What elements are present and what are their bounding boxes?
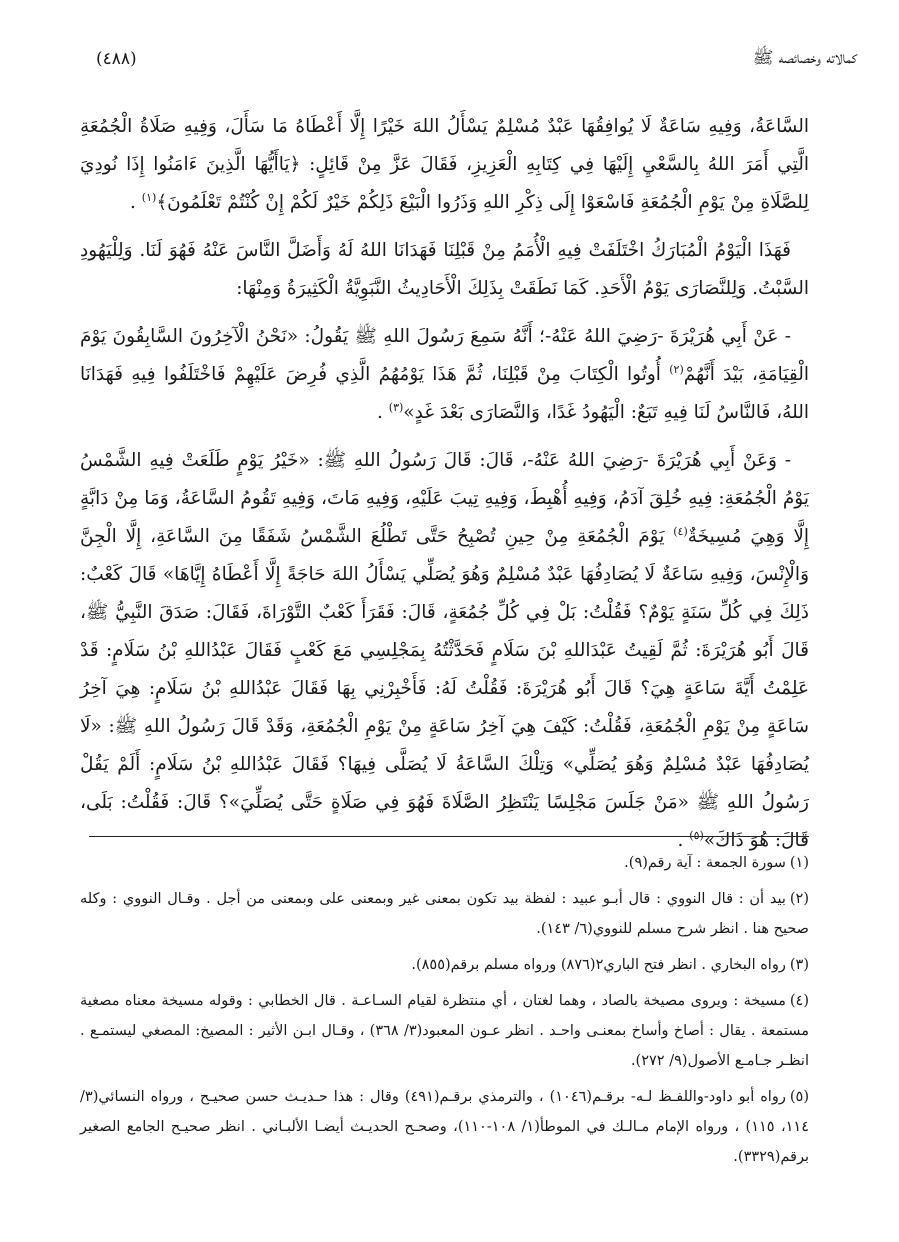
- hadith-1-text-b: أُوتُوا الْكِتَابَ مِنْ قَبْلِنَا، ثُمَّ هَذَا يَوْمُهُمُ الَّذِي فُرِضَ عَلَيْهِمْ فَاخْتَلَفُوا فِيهِ فَهَدَانَا اللهُ، فَالنَّاسُ لَنَا فِيهِ تَبَعٌ: الْيَهُودُ غَدًا، وَالنَّصَارَى بَعْدَ غَدٍ»: [80, 364, 809, 423]
- hadith-2-end: .: [677, 830, 690, 851]
- hadith-1-text-a: - عَنْ أَبِي هُرَيْرَةَ -رَضِيَ اللهُ عَنْهُ-؛ أَنَّهُ سَمِعَ رَسُولَ اللهِ ﷺ يَقُولُ: «نَحْنُ الْآخِرُونَ السَّابِقُونَ يَوْمَ الْقِيَامَةِ، بَيْدَ أَنَّهُمْ: [80, 326, 809, 385]
- running-title: كمالاته وخصائصه ﷺ: [752, 47, 857, 68]
- footnote-text: مسيخة : ويروى مصيخة بالصاد ، وهما لغتان ، أي منتظرة لقيام السـاعـة . قال الخطابي : وقوله مسيخة معناه مصغية مستمعة . يقال : أصاخ وأساخ بمعنـى واحـد . انظر عـون المعبود(٣/ ٣٦٨) ، وقـال ابـن الأثير : المصيخ: المصغي ليستمـع . انظـر جـامـع الأصول(٩/ ٢٧٢).: [80, 993, 809, 1069]
- footnote-text: بيد أن : قال النووي : قال أبـو عبيد : لفظة بيد تكون بمعنى غير وبمعنى على وبمعنى من أجل . وقـال النووي : وكله صحيح هنا . انظر شرح مسلم للنووي(٦/ ١٤٣).: [80, 891, 809, 937]
- footnote-ref-4: (٤): [673, 524, 688, 538]
- footnote-text: رواه البخاري . انظر فتح الباري٢(٨٧٦) ورواه مسلم برقم(٨٥٥).: [411, 957, 786, 973]
- footnote-divider: [89, 836, 809, 837]
- footnote-ref-3: (٣): [388, 400, 404, 414]
- footnote: [80, 1082, 809, 1172]
- footnote-text: رواه أبو داود-واللفـظ لـه- برقـم(١٠٤٦) ، والترمذي برقـم(٤٩١) وقال : هذا حـديـث حسن صحيـح ، ورواه النسائي(٣/ ١١٤، ١١٥) ، ورواه الإمام مـالـك في الموطأ(١/ ١٠٨-١١٠)، وصحـح الحديـث أيضـا الألبـاني . انظر صحيـح الجامع الصغير برقم(٣٣٢٩).: [80, 1089, 809, 1165]
- footnote-number: (٤): [789, 993, 809, 1009]
- paragraph-2: [80, 232, 809, 308]
- hadith-1-end: .: [377, 402, 389, 423]
- footnote-ref-2: (٢): [669, 362, 684, 376]
- main-text: [80, 108, 809, 870]
- paragraph-1-text: السَّاعَةُ، وَفِيهِ سَاعَةٌ لَا يُوافِقُهَا عَبْدٌ مُسْلِمٌ يَسْأَلُ اللهَ خَيْرًا إِلَّا أَعْطَاهُ مَا سَأَلَ، وَفِيهِ صَلَاةُ الْجُمُعَةِ الَّتِي أَمَرَ اللهُ بِالسَّعْيِ إِلَيْهَا فِي كِتَابِهِ الْعَزِيزِ، فَقَالَ عَزَّ مِنْ قَائِلٍ: ﴿يَاأَيُّهَا الَّذِينَ ءَامَنُوا إِذَا نُودِيَ لِلصَّلَاةِ مِنْ يَوْمِ الْجُمُعَةِ فَاسْعَوْا إِلَى ذِكْرِ اللهِ وَذَرُوا الْبَيْعَ ذَلِكُمْ خَيْرٌ لَكُمْ إِنْ كُنْتُمْ تَعْلَمُونَ﴾: [80, 116, 809, 213]
- footnote-text: سورة الجمعة : آية رقم(٩).: [624, 855, 786, 871]
- footnote-number: (٥): [789, 1089, 809, 1105]
- footnote: [80, 848, 809, 878]
- hadith-2-text-b: يَوْمَ الْجُمُعَةِ مِنْ حِينِ تُصْبِحُ حَتَّى تَطْلُعَ الشَّمْسُ شَفَقًا مِنَ السَّاعَةِ، إِلَّا الْجِنَّ وَالْإِنْسَ، وَفِيهِ سَاعَةٌ لَا يُصَادِفُهَا عَبْدٌ مُسْلِمٌ وَهُوَ يُصَلِّي يَسْأَلُ اللهَ حَاجَةً إِلَّا أَعْطَاهُ إِيَّاهَا» قَالَ كَعْبٌ: ذَلِكَ فِي كُلِّ سَنَةٍ يَوْمٌ؟ فَقُلْتُ: بَلْ فِي كُلِّ جُمُعَةٍ، قَالَ: فَقَرَأَ كَعْبٌ التَّوْرَاةَ، فَقَالَ: صَدَقَ النَّبِيُّ ﷺ، قَالَ أَبُو هُرَيْرَةَ: ثُمَّ لَقِيتُ عَبْدَاللهِ بْنَ سَلَامٍ فَحَدَّثْتُهُ بِمَجْلِسِي مَعَ كَعْبٍ فَقَالَ عَبْدُاللهِ بْنُ سَلَامٍ: قَدْ عَلِمْتُ أَيَّةَ سَاعَةٍ هِيَ؟ قَالَ أَبُو هُرَيْرَةَ: فَقُلْتُ لَهُ: فَأَخْبِرْنِي بِهَا فَقَالَ عَبْدُاللهِ بْنُ سَلَامٍ: هِيَ آخِرُ سَاعَةٍ مِنْ يَوْمِ الْجُمُعَةِ، فَقُلْتُ: كَيْفَ هِيَ آخِرُ سَاعَةٍ مِنْ يَوْمِ الْجُمُعَةِ، وَقَدْ قَالَ رَسُولُ اللهِ ﷺ: «لَا يُصَادِفُهَا عَبْدٌ مُسْلِمٌ وَهُوَ يُصَلِّي» وَتِلْكَ السَّاعَةُ لَا يُصَلَّى فِيهَا؟ فَقَالَ عَبْدُاللهِ بْنُ سَلَامٍ: أَلَمْ يَقُلْ رَسُولُ اللهِ ﷺ «مَنْ جَلَسَ مَجْلِسًا يَنْتَظِرُ الصَّلَاةَ فَهُوَ فِي صَلَاةٍ حَتَّى يُصَلِّيَ»؟ قَالَ: فَقُلْتُ: بَلَى، قَالَ: هُوَ ذَاكَ»: [80, 526, 809, 851]
- footnote: [80, 884, 809, 944]
- hadith-2-text-a: - وَعَنْ أَبِي هُرَيْرَةَ -رَضِيَ اللهُ عَنْهُ-، قَالَ: قَالَ رَسُولُ اللهِ ﷺ: «خَيْرُ يَوْمٍ طَلَعَتْ فِيهِ الشَّمْسُ يَوْمُ الْجُمُعَةِ: فِيهِ خُلِقَ آدَمُ، وَفِيهِ أُهْبِطَ، وَفِيهِ تِيبَ عَلَيْهِ، وَفِيهِ مَاتَ، وَفِيهِ تَقُومُ السَّاعَةُ، وَمَا مِنْ دَابَّةٍ إِلَّا وَهِيَ مُسِيخَةٌ: [80, 450, 810, 547]
- hadith-2: [80, 442, 809, 860]
- footnote-number: (٣): [789, 957, 809, 973]
- footnote: [80, 950, 809, 980]
- footnote-number: (١): [789, 855, 809, 871]
- paragraph-2-text: فَهَذَا الْيَوْمُ الْمُبَارَكُ اخْتَلَفَتْ فِيهِ الْأُمَمُ مِنْ قَبْلِنَا فَهَدَانَا اللهُ لَهُ وَأَضَلَّ النَّاسَ عَنْهُ فَهُوَ لَنَا. وَلِلْيَهُودِ السَّبْتُ. وَلِلنَّصَارَى يَوْمُ الْأَحَدِ. كَمَا نَطَقَتْ بِذَلِكَ الْأَحَادِيثُ النَّبَوِيَّةُ الْكَثِيرَةُ وَمِنْهَا:: [80, 240, 809, 299]
- footnote: [80, 986, 809, 1076]
- paragraph-1: [80, 108, 809, 222]
- footnote-ref-1: (١): [141, 190, 157, 204]
- footnote-ref-5: (٥): [689, 828, 704, 842]
- paragraph-1-end: .: [130, 192, 142, 213]
- page-number: (٤٨٨): [96, 49, 137, 69]
- footnotes: [80, 848, 809, 1178]
- hadith-1: [80, 318, 809, 432]
- footnote-number: (٢): [789, 891, 809, 907]
- running-header: [96, 42, 857, 76]
